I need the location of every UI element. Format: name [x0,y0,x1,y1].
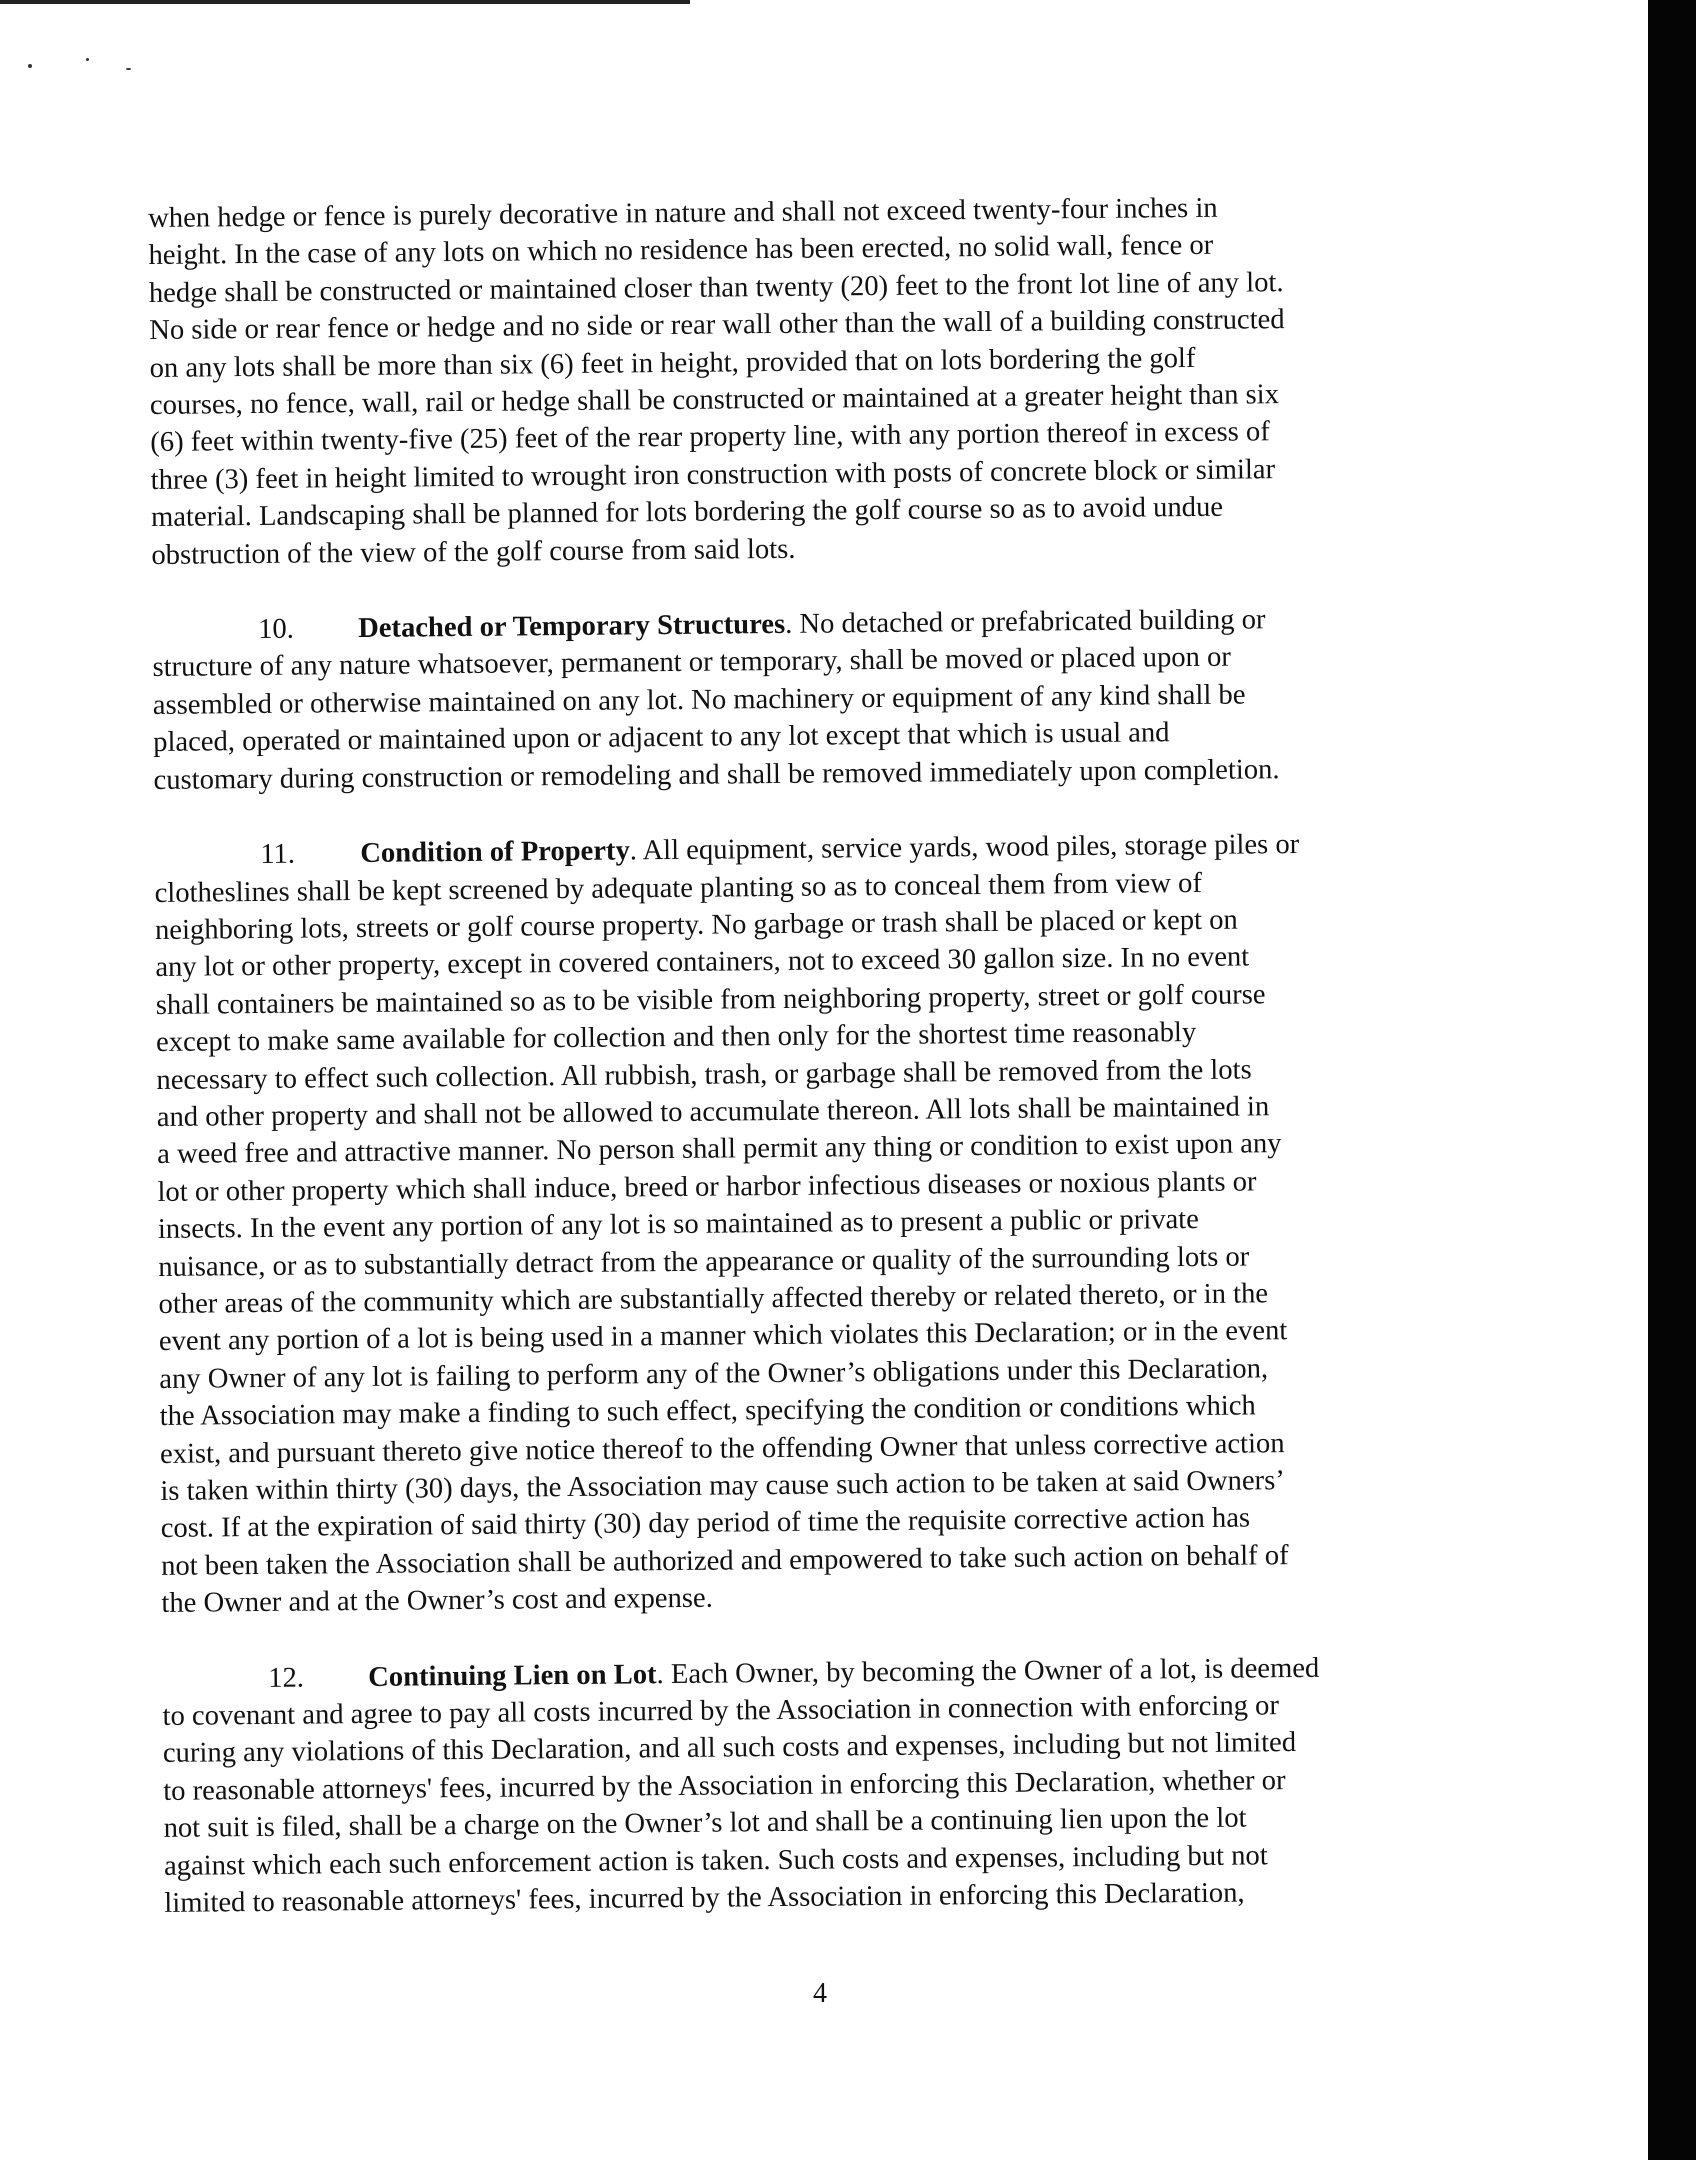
text-line: obstruction of the view of the golf course from said lots. [151,533,796,571]
text-line: structure of any nature whatsoever, permanent or temporary, shall be moved or placed upon or [152,642,1232,684]
text-line: the Association may make a finding to such effect, specifying the condition or conditions which [159,1390,1256,1433]
text-line: exist, and pursuant thereto give notice thereof to the offending Owner that unless corrective action [159,1427,1285,1470]
text-line: curing any violations of this Declaration, and all such costs and expenses, including but not limited [162,1727,1297,1770]
text-line: when hedge or fence is purely decorative in nature and shall not exceed twenty-four inches in [148,192,1218,234]
text-line: three (3) feet in height limited to wrought iron construction with posts of concrete block or similar [150,454,1276,496]
section-heading: Continuing Lien on Lot [368,1658,657,1693]
text-line: not suit is filed, shall be a charge on the Owner’s lot and shall be a continuing lien upon the lot [163,1802,1247,1845]
document-body [148,188,1461,1961]
text-line: not been taken the Association shall be authorized and empowered to take such action on behalf of [160,1539,1289,1582]
text-line: placed, operated or maintained upon or adjacent to any lot except that which is usual and [153,717,1170,759]
section-number: 10. [257,613,295,646]
text-line: insects. In the event any portion of any lot is so maintained as to present a public or private [157,1204,1200,1246]
text-line: nuisance, or as to substantially detract from the appearance or quality of the surrounding lots or [158,1241,1250,1283]
text-line: No side or rear fence or hedge and no side or rear wall other than the wall of a building constructed [149,304,1285,347]
page-number: 4 [813,1978,827,2009]
text-line: to covenant and agree to pay all costs incurred by the Association in connection with enforcing or [162,1690,1280,1732]
text-line: height. In the case of any lots on which no residence has been erected, no solid wall, fence or [148,230,1214,272]
text-line: cost. If at the expiration of said thirty (30) day period of time the requisite corrective action has [160,1502,1251,1545]
scan-speck [126,68,131,70]
text-line: (6) feet within twenty-five (25) feet of the rear property line, with any portion thereof in excess of [150,416,1270,459]
section-text: . No detached or prefabricated building or [784,604,1266,640]
text-line: against which each such enforcement action is taken. Such costs and expenses, including but not [163,1839,1268,1882]
text-line: clotheslines shall be kept screened by adequate planting so as to conceal them from view of [154,867,1203,909]
text-line: is taken within thirty (30) days, the Association may cause such action to be taken at said Owners’ [160,1465,1285,1507]
section-number: 11. [260,838,296,871]
text-line: except to make same available for collection and then only for the shortest time reasonably [155,1017,1197,1059]
scan-speck [28,64,32,68]
paragraph [152,600,1450,799]
text-line: neighboring lots, streets or golf course property. No garbage or trash shall be placed or kept on [154,904,1238,946]
section-text: . Each Owner, by becoming the Owner of a lot, is deemed [656,1652,1320,1690]
text-line: assembled or otherwise maintained on any lot. No machinery or equipment of any kind shall be [152,679,1246,721]
text-line: material. Landscaping shall be planned for lots bordering the golf course so as to avoid undue [150,491,1224,534]
section-heading: Condition of Property [360,835,630,870]
paragraph [154,825,1457,1623]
text-line: any lot or other property, except in covered containers, not to exceed 30 gallon size. In no event [155,941,1250,984]
scan-dark-edge [1648,0,1696,2160]
text-line: customary during construction or remodeling and shall be removed immediately upon completion. [153,753,1280,796]
text-line: necessary to effect such collection. All rubbish, trash, or garbage shall be removed from the lots [156,1053,1252,1096]
paragraph [148,188,1448,574]
scan-top-rule [0,0,690,4]
text-line: courses, no fence, wall, rail or hedge shall be constructed or maintained at a greater height than six [149,379,1280,422]
text-line: a weed free and attractive manner. No person shall permit any thing or condition to exist upon any [157,1128,1282,1171]
section-text: . All equipment, service yards, wood piles, storage piles or [629,829,1300,867]
section-heading: Detached or Temporary Structures [357,608,786,645]
paragraph [162,1648,1460,1922]
text-line: to reasonable attorneys' fees, incurred by the Association in enforcing this Declaration, whether or [163,1764,1286,1807]
text-line: any Owner of any lot is failing to perform any of the Owner’s obligations under this Declaration, [159,1353,1269,1395]
text-line: on any lots shall be more than six (6) feet in height, provided that on lots bordering the golf [149,342,1196,384]
text-line: shall containers be maintained so as to be visible from neighboring property, street or golf course [155,979,1266,1021]
text-line: lot or other property which shall induce, breed or harbor infectious diseases or noxious plants or [157,1166,1257,1208]
text-line: hedge shall be constructed or maintained closer than twenty (20) feet to the front lot line of any lot. [148,266,1284,309]
section-number: 12. [268,1662,305,1694]
text-line: other areas of the community which are substantially affected thereby or related thereto, or in the [158,1278,1269,1320]
text-line: limited to reasonable attorneys' fees, incurred by the Association in enforcing this Declaration, [164,1877,1245,1919]
text-line: and other property and shall not be allowed to accumulate thereon. All lots shall be maintained in [156,1091,1270,1133]
scan-speck [86,58,89,61]
text-line: event any portion of a lot is being used in a manner which violates this Declaration; or in the event [158,1315,1288,1358]
text-line: the Owner and at the Owner’s cost and expense. [161,1582,713,1620]
